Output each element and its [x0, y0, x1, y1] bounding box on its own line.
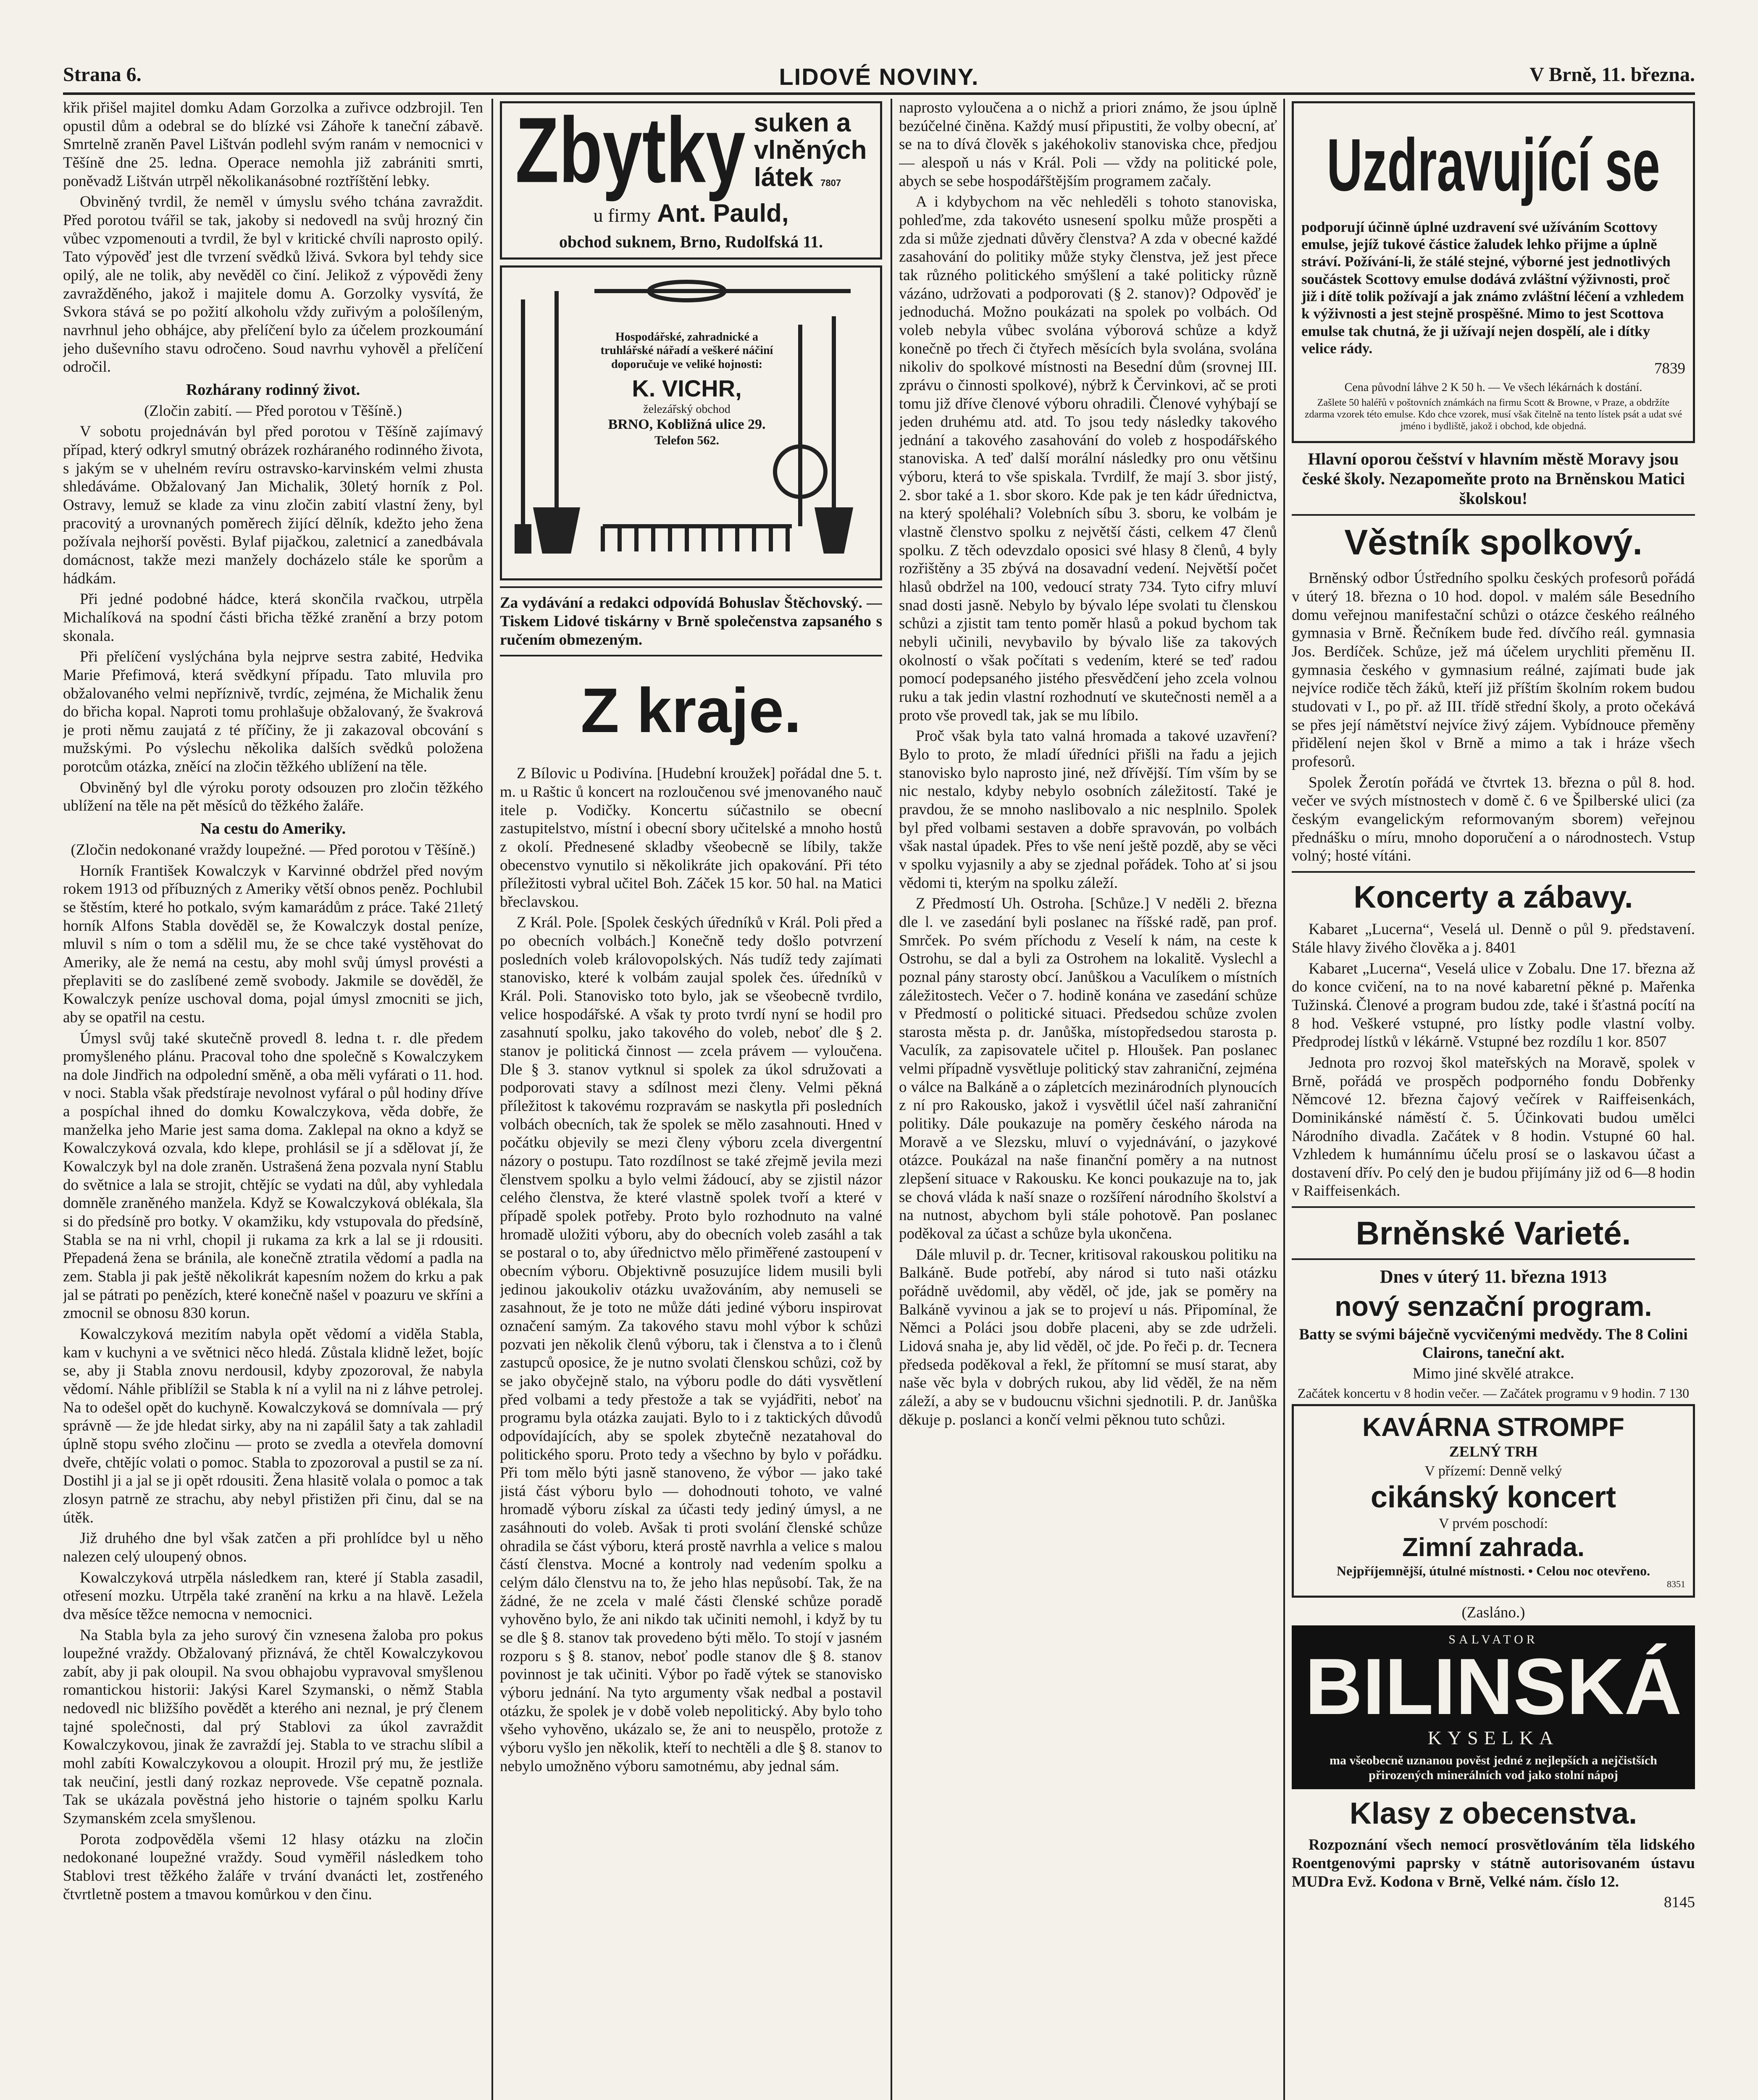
advert-health-title: Uzdravující se — [1327, 123, 1660, 207]
column-rule — [891, 99, 892, 2100]
article-heading: Na cestu do Ameriky. — [200, 820, 346, 838]
cafe-concert: cikánský koncert — [1370, 1480, 1616, 1515]
cafe-line: V prvém poschodí: — [1438, 1516, 1548, 1532]
cafe-line: V přízemí: Denně velký — [1424, 1463, 1562, 1479]
article-text: Jednota pro rozvoj škol mateřských na Moravě, spolek v Brně, pořádá ve prospěch podporného fondu Dobřenky Němcové 12. března čajový večírek v Raiffeisenkách, Dominikánské náměstí č. 5. Účinkovati budou umělci Národního divadla. Začátek v 8 hodin. Vstupné 60 hal. Vzhledem k humánnímu účelu prosí se o laskavou účast a dostavení dřív. Po celý den je budou přijímány již od 6—8 hodin v Raiffeisenkách. — [1292, 1054, 1695, 1200]
section-title: Koncerty a zábavy. — [1353, 879, 1633, 914]
bilinska-sub: KYSELKA — [1427, 1727, 1559, 1749]
separator — [500, 655, 882, 656]
advert-fabrics-line: suken a — [754, 108, 851, 137]
separator — [1292, 871, 1695, 873]
column-2 — [500, 99, 882, 2100]
variete-body: Mimo jiné skvělé atrakce. — [1412, 1365, 1574, 1383]
article-text: Kowalczyková utrpěla následkem ran, které jí Stabla zasadil, otřesení mozku. Utrpěla také zranění na krku a na hlavě. Ležela dva měsíce těžce nemocna v nemocnici. — [63, 1569, 483, 1623]
advert-scott-emulsion — [1292, 101, 1695, 443]
article-text: Kabaret „Lucerna“, Veselá ul. Denně o půl 9. představení. Stále hlavy živého člověka a j. 8401 — [1292, 921, 1695, 956]
article-text: Obviněný byl dle výroku poroty odsouzen pro zločin těžkého ublížení na těle na pět měsíců do těžkého žaláře. — [63, 779, 483, 815]
article-text: naprosto vyloučena a o nichž a priori známo, že jsou úplně bezúčelné činěna. Každý musí připustiti, že volby obecní, ať se na to dívá člověk s jakéhokoliv stanoviska chce, předjou — alespoň u nás v Král. Poli — vždy na politické pole, abych se sebe hospodářštějším programem začaly. — [899, 99, 1277, 190]
advert-bilinska — [1292, 1625, 1695, 1789]
bilinska-text: ma všeobecně uznanou pověst jedné z nejlepších a nejčistších přirozených minerálních vod jako stolní nápoj — [1330, 1753, 1657, 1782]
advert-tools — [500, 265, 882, 580]
advert-fabrics-line: vlněných — [754, 136, 867, 165]
article-text: Proč však byla tato valná hromada a takové uzavření? Bylo to proto, že mladí úředníci přišli na řadu a jejich stanovisko bylo naprosto jiné, než dřívější. Tím vším by se nic nestalo, kdyby nebylo osobních záležitostí. Také je pravdou, že se mnoho naslibovalo a nic nesplnilo. Spolek byl před volbami sestaven a dobře spravován, po volbách však nastal úpadek. Přes to vše není ještě pozdě, aby se věci v spolku vyjasnily a aby se zjednal pořádek. Toho ať si jsou vědomi ti, kterým na spolku záleží. — [899, 727, 1277, 892]
separator — [1292, 1258, 1695, 1260]
section-title: Z kraje. — [581, 675, 801, 746]
article-subheading: (Zločin zabití. — Před porotou v Těšíně.) — [144, 402, 402, 420]
advert-tools-name: K. VICHR, — [632, 375, 742, 402]
article-text: A i kdybychom na věc nehleděli s tohoto stanoviska, pohleďme, zda takovéto usnesení spolku může prospěti a zda si může zjednati důvěry členstva? A zda v obecné každé zasahování do politiky může styky členstva, jež jest přece tak různého politického smýšlení a také politicky různě vázáno, udržovati a podporovati (§ 2. stanov)? Odpověď je jednoduchá. Možno poukázati na spolek po volbách. Od voleb nebyla vůbec svolána výborová schůze a když konečně po třech či čtyřech měsících byla svolána, svolána nikoliv do spolkové místnosti na Besední dům (srovnej III. zprávu o činnosti spolkové), nýbrž k Červinkovi, ač se proti tomu již dříve členové výboru ohradili. Členové vyhýbají se jeden druhému atd. atd. To jsou tedy následky takového jednání a takového zasahování do voleb z hospodářského stanoviska. A teď další morální následky pro onu většinu výboru, která to vše spiskala. Tvrdilf, že mají 3. sbor jistý, 2. sbor také a 1. sbor skoro. Kde pak je ten kádr úřednictva, na který spoléhali? Volebních síbu 3. sboru, ke volbám je vlastně členstvo spolku z největší části, celkem 47 členů spolku. Z těch odevzdalo oposici své hlasy 8 členů, 4 byly rozřištěny a 35 zbývá na dosavadní vedení. Největší počet hlasů obdržel na 100, vedoucí straty 734. Tyto cifry mluví snad dosti jasně. Nebylo by bývalo lépe svolati tu členskou schůzi a zjistit tam tento poměr hlasů a pokud bychom tak nebyli učinili, nevybavilo by bývalo liše za takových okolností o však počítati s vedením, které se teď radou pomocí podepsaného jistého přesvědčení jeho zcela volnou ruku a tak jedin vlastní rozhodnutí ve skutečnosti neměl a a proto vše provedl tak, jak se mu líbilo. — [899, 193, 1277, 724]
imprint: Za vydávání a redakci odpovídá Bohuslav Štěchovský. — Tiskem Lidové tiskárny v Brně společenstva zapsaného s ručením obmezeným. — [500, 594, 882, 648]
article-text: Při jedné podobné hádce, která skončila rvačkou, utrpěla Michalíková na spodní části břicha těžké zranění a brzy potom skonala. — [63, 591, 483, 645]
advert-address: obchod suknem, Brno, Rudolfská 11. — [559, 232, 823, 252]
article-text: Porota zodpověděla všemi 12 hlasy otázku na zločin nedokonané loupežné vraždy. Soud vyměřil následkem toho Stablovi trest těžkého žaláře v trvání dvanácti let, zostřeného čtvrtletně postem a tmavou komůrkou v den činu. — [63, 1830, 483, 1903]
advert-cafe — [1292, 1404, 1695, 1598]
advert-health-note: Zašlete 50 haléřů v poštovních známkách na firmu Scott & Browne, v Praze, a obdržíte zdarma vzorek této emulse. Kdo chce vzorek, musí však čitelně na tento lístek psát a udat své jméno i bydliště, jakož i obchod, kde objedná. — [1304, 397, 1682, 432]
article-heading: Rozhárany rodinný život. — [186, 381, 360, 399]
column-4 — [1292, 99, 1695, 2100]
header-rule — [63, 92, 1695, 95]
article-text: Obviněný tvrdil, že neměl v úmyslu svého tchána zavraždit. Před porotou tvářil se tak, jakoby si nedovedl na svůj hrozný čin vůbec vzpomenouti a tvrdil, že byl v kritické chvíli naprosto opilý. Tato výpověď jest dle tvrzení svědků lživá. Svkora byl tehdy sice opilý, ale ne tolik, aby nevěděl co činí. Jelikož z výpovědi ženy zavražděného, jakož i majitele domu A. Gorzolky vysvítá, že Svkora stává se po požití alkoholu vždy zuřivým a pološíleným, navrhnul jeho obhájce, aby přelíčení bylo za účelem prozkoumání jeho duševního stavu odročeno. Soud navrhu vyhověl a přelíčení odročil. — [63, 193, 483, 376]
article-text: Již druhého dne byl však zatčen a při prohlídce byl u něho nalezen celý uloupený obnos. — [63, 1530, 483, 1565]
separator — [1292, 1206, 1695, 1208]
advert-code: 7839 — [1654, 360, 1685, 378]
advert-tools-address: BRNO, Kobližná ulice 29. — [608, 416, 766, 432]
variete-date: Dnes v úterý 11. března 1913 — [1380, 1266, 1607, 1287]
cafe-garden: Zimní zahrada. — [1402, 1533, 1585, 1562]
article-text: Rozpoznání všech nemocí prosvětlováním těla lidského Roentgenovými paprsky v státně autorisovaném ústavu MUDra Evž. Kodona v Brně, Velké nám. číslo 12. — [1292, 1836, 1695, 1890]
advert-firm-name: Ant. Pauld, — [657, 199, 789, 228]
advert-firm-prefix: u firmy — [593, 205, 651, 226]
advert-code: 8351 — [1667, 1579, 1685, 1590]
variete-program: nový senzační program. — [1335, 1291, 1652, 1322]
advert-fabrics-line: látek — [754, 163, 813, 192]
article-text: Spolek Žerotín pořádá ve čtvrtek 13. března o půl 8. hod. večer ve svých místnostech v domě č. 6 ve Špilberské ulici (za českým evangelickým reformovaným sborem) veřejnou přednášku o míru, mnoho doporučení a o národnostech. Vstup volný; hosté vítáni. — [1292, 774, 1695, 865]
advert-health-body: podporují účinně úplné uzdravení své užíváním Scottovy emulse, jejíž tukové částice žaludek lehko přijme a úplně stráví. Požívání-li, že stálé stejné, výborné jest jednotlivých součástek Scottovy emulse dodává zvláštní výživnosti, proč již i dítě tolik požívají a jak známo zvláštní léčení a vzhledem k výživnosti a jest stejně prospěšné. Mimo to jest Scottova emulse tak chutná, že ji užívají nejen dospělí, ale i dítky velice rády. — [1301, 218, 1684, 357]
section-title: Brněnské Varieté. — [1356, 1215, 1631, 1252]
advert-tools-trade: železářský obchod — [643, 402, 731, 416]
cafe-sub: ZELNÝ TRH — [1449, 1443, 1538, 1460]
article-text: Z Bílovic u Podivína. [Hudební kroužek] pořádal dne 5. t. m. u Raštic ů koncert na rozloučenou své jmenovaného nauč itele p. Vodičky. Koncertu súčastnilo se obecní zastupitelstvo, místní i obecní sbory učitelské a mnoho hostů z okolí. Přednesené skladby všeobecně se líbily, takže obecenstvo vynutilo si několikráte jich opakování. Při této příležitosti vybral učitel Boh. Záček 15 kor. 50 hal. na Matici břeclavskou. — [500, 765, 882, 911]
variete-body: Batty se svými báječně vycvičenými medvědy. The 8 Colini Clairons, taneční akt. — [1299, 1326, 1688, 1362]
bilinska-top: SALVATOR — [1448, 1632, 1538, 1646]
variete-time: Začátek koncertu v 8 hodin večer. — Začátek programu v 9 hodin. 7 130 — [1297, 1385, 1690, 1401]
advert-tools-intro: Hospodářské, zahradnické a truhlářské nářadí a veškeré náčiní doporučuje ve veliké hojnosti: — [600, 331, 773, 371]
column-rule — [491, 99, 493, 2100]
article-text: Brněnský odbor Ústředního spolku českých profesorů pořádá v úterý 18. března o 10 hod. dopol. v malém sále Besedního domu veřejnou manifestační schůzi o otázce českého reálného gymnasia v Brně. Řečníkem bude řed. dívčího reál. gymnasia Jos. Berdíček. Schůze, jež má účelem urychliti přeměnu II. gymnasia českého v gymnasium reálné, zajímati bude jak nejvíce rodiče těch žáků, kteří již příštím školním rokem budou studovati v I., po př. až III. třídě střední školy, a proto očekává se přes její námětství nejvíce živý zájem. Vybídnouce přeměny přidělení nejen škol v Brně a mimo a tak i hráze všech profesorů. — [1292, 570, 1695, 771]
article-text: Na Stabla byla za jeho surový čin vznesena žaloba pro pokus loupežné vraždy. Obžalovaný přiznává, že chtěl Kowalczykovou zabít, aby ji pak oloupil. Na svou obhajobu vypravoval smyšlenou romantickou historii: Jakýsi Karel Szymanski, o němž Stabla nedovedl nic bližšího povědět a kterého ani neznal, je prý členem tajné společnosti, dal prý Stablovi za úkol zavraždit Kowalczykovou, jinak že zavraždí jej. Stabla to ve strachu slíbil a mohl zabíti Kowalczykovou a oloupit. Hrozil prý mu, že jestliže tak neučiní, jestli daný rozkaz neprovede. Vše cepatně poznala. Tak se ukázala pověstná jeho historie o tajném spolku Karlu Szymanském zcela smyšlenou. — [63, 1626, 483, 1827]
cafe-name: KAVÁRNA STROMPF — [1362, 1412, 1624, 1442]
article-text: křik přišel majitel domku Adam Gorzolka a zuřivce odzbrojil. Ten opustil dům a odebral se do blízké vsi Záhoře k taneční zábavě. Smrtelně zraněn Pavel Lištván podlehl svým ranám v nemocnici v Těšíně dne 25. ledna. Operace nemohla již zabrániti smrti, poněvadž Lištván utrpěl několikanásobné roztříštění lebky. — [63, 99, 483, 190]
separator — [1292, 514, 1695, 516]
advert-fabrics — [500, 101, 882, 260]
page-number: Strana 6. — [63, 63, 142, 86]
notice-school: Hlavní oporou češství v hlavním městě Moravy jsou české školy. Nezapomeňte proto na Brněnskou Matici školskou! — [1302, 449, 1685, 508]
column-1 — [63, 99, 483, 2100]
section-title: Věstník spolkový. — [1344, 522, 1642, 562]
separator — [500, 586, 882, 588]
article-text: Z Král. Pole. [Spolek českých úředníků v Král. Poli před a po obecních volbách.] Konečně tedy došlo potvrzení posledních voleb královopolských. Nás tudíž tedy zajímati stanovisko, které k volbám zaujal spolek čes. úředníků v Král. Poli. Stanovisko toto bylo, jak se všeobecně tvrdilo, velice hospodářské. A však ty proto tvrdí nyní se hodil pro zasahnutí spolku, jako takového do voleb, neboť dle § 2. stanov je politická činnost — zcela právem — vyloučena. Dle § 3. stanov vytknul si spolek za úkol sdružovati a podporovati stavy a sdílnost mezi členy. Velmi pěkná příležitost k takovému rozpravám se naskytla při posledních volbách obecních, tak že spolek se mělo zasahnouti. Hned v počátku objevily se mezi členy výboru zcela divergentní názory o postupu. Tato rozdílnost se také zřejmě jevila mezi členstvem spolku a bylo velmi žádoucí, aby se zjistil názor celého členstva, že které vlastně spolek tvoří a které v případě spolek potřeby. Proto bylo rozhodnuto na valné hromadě uložiti výboru, aby do obecních voleb zasáhl a tak se postaral o to, aby úřednictvo mělo přiměřené zastoupení v obecním výboru. Objektivně posuzujíce lidem musili byli jedinou jakoukoliv otázku uvažováním, aby nemuseli se zasahnout, že je toto ne může dáti jediné výboru inspirovat označení samým. Za takového stavu mohl výbor k schůzi pozvati jen několik členů výboru, tak i členstva a to i členů zastupců oposice, že je nutno svolati členskou schůzi, což by se jako obyčejně stalo, na výboru podle do dáti vysvětlení před volbami a tedy přestože a tak se vyjádřiti, neboť na programu byla otázka zaujati. Bylo to i z taktických důvodů odpovídajících, aby se spolek zbytečně nezatahoval do politického sporu. Proto tedy a všechno by bylo v pořádku. Při tom mělo býti jasně stanoveno, že výbor — jako také jistá část výboru bylo — dohodnouti tohoto, ve valné hromadě výboru získal za účasti tedy jediný úmysl, a ne zasáhnouti do voleb. Avšak ti proti svolání členské schůze ohradila se část výboru, která prostě navrhla a velice s malou částí členstva. Mocné a kontroly nad vedením spolku a celým dálo členstvu na to, že jeho hlas nepůsobí. Tak, že na žádné, že ne zcela v malé části členské schůze poradě vyhověno bylo, že ani nikdo tak učiniti nemohl, i když by tu se dle § 8. stanov tak provedeno býti mělo. To stojí v jasném rozporu s § 8. stanov, neboť podle stanov dle § 8. stanov povinnost je tak učiniti. Výbor po řadě výtek se stanovisko výboru jednání. Na tyto argumenty však nedbal a postavil otázku, že spolek je v době voleb nepolitický. Aby bylo toho všeho vyhověno, ukázalo se, že ani to neuspělo, protože z výboru vyšlo jen několik, kteří to nechtěli a dle § 8. stanov to nebylo umožněno výboru samotnému, aby jednal sám. — [500, 914, 882, 1775]
column-3 — [899, 99, 1277, 2100]
article-text: V sobotu projednáván byl před porotou v Těšíně zajímavý případ, který odkryl smutný obrázek rozháraného rodinného života, s jakým se v uhelném revíru ostravsko-karvinském velmi zhusta shledáváme. Obžalovaný Jan Michalik, 30letý horník z Pol. Ostravy, lemuž se klade za vinu zločin zabití vlastní ženy, byl pracovitý a urovnaných poměrech žijící dělník, kdežto jeho žena požívala nejhorší pověsti. Bylaf pijačkou, zaletnicí a zanedbávala domácnost, takže mezi manžely docházelo stále ke sporům a hádkám. — [63, 423, 483, 587]
column-rule — [1283, 99, 1285, 2100]
article-text: Dále mluvil p. dr. Tecner, kritisoval rakouskou politiku na Balkáně. Bude potřebí, aby národ si tuto naši otázku pořádně uvědomil, aby věděl, oč jde, jak se poměry na Balkáně vyvinou a jak se to projeví u nás. Připomínal, že Němci a Poláci jsou dobře placeni, aby se zde udrželi. Lidová snaha je, aby lid věděl, oč jde. Po řeči p. dr. Tecnera předseda poděkoval a řekl, že přítomní se musí starat, aby naše věc byla v dobrých rukou, aby lid věděl, že na něm záleží, a aby se v budoucnu všichni sjednotili. P. dr. Janůška děkuje p. poslanci a končí velmi pěknou tuto schůzi. — [899, 1246, 1277, 1428]
advert-code: 7807 — [820, 178, 841, 189]
cafe-line: Nejpříjemnější, útulné místnosti. • Celou noc otevřeno. — [1336, 1563, 1650, 1578]
section-title: Klasy z obecenstva. — [1349, 1797, 1637, 1831]
article-text: Při přelíčení vyslýchána byla nejprve sestra zabité, Hedvika Marie Přefimová, která svědkyní případu. Tato mluvila pro obžalovaného velmi nepříznivě, tvrdíc, zejména, že Michalik ženu do břicha kopal. Naproti tomu prohlašuje obžalovaný, že švakrová je proti němu zaujatá z té příčiny, že ji zakazoval obcování s mužskými. Po výslechu několika dalších svědků položena porotcům otázka, zněící na zločin těžkého ublížení na těle. — [63, 648, 483, 776]
article-subheading: (Zločin nedokonané vraždy loupežné. — Před porotou v Těšíně.) — [71, 841, 476, 858]
article-text: Z Předmostí Uh. Ostroha. [Schůze.] V neděli 2. března dle l. ve zasedání byli poslanec na říšské radě, pan prof. Smrček. Po svém příchodu z Veselí k nám, na ceste k Ostrohu, se dal a byli za Ostrohem na lokalitě. Vyslechl a poznal pány starosty obcí. Janůškou a Vaculíkem o místních záležitostech. Večer o 7. hodině konána ve zasedání schůze v Předmostí o politické situaci. Předsedou schůze zvolen starosta města p. dr. Janůška, místopředsedou starosta p. Vaculík, za zapisovatele učitel p. Hloušek. Pan poslanec velmi případně vysvětluje politický stav zahraniční, zejména o válce na Balkáně a o zápletcích mezinárodních plynoucích z ní pro Rakousko, jakož i vysvětlil účel naší zahraniční politiky. Dále poukazuje na poměry českého národa na Moravě a ve Slezsku, mluví o vyjednávání, o jazykové otázce. Poukázal na naše finanční poměry a na nutnost zlepšení situace v Rakousku. Ke konci poukazuje na to, jak se chová vláda k naší snaze o rozšíření národního školství a na nutnost, abychom byli stále pohotově. Pan poslanec poděkoval za účast a schůze byla ukončena. — [899, 895, 1277, 1243]
page-header — [63, 63, 1695, 92]
advert-tools-phone: Telefon 562. — [654, 433, 719, 448]
zaslano-label: (Zasláno.) — [1461, 1604, 1525, 1622]
advert-fabrics-title: Zbytky — [515, 99, 746, 202]
advert-health-price: Cena původní láhve 2 K 50 h. — Ve všech lékárnách k dostání. — [1344, 381, 1642, 394]
article-text: Horník František Kowalczyk v Karvinné obdržel před novým rokem 1913 od příbuzných z Ameriky větší obnos peněz. Pochlubil se štěstím, které ho potkalo, svým kamarádům z práce. Také 21letý horník Alfons Stabla dověděl se, že Kowalczyk dostal peníze, mluvil s ním o tom a sdělil mu, že se chce také vystěhovat do Ameriky, ale že nemá na cestu, aby mohl svůj úmysl provésti a přeplaviti se do zaslíbené země svobody. Jakmile se dověděl, že Kowalczyk peníze uschoval doma, pojal úmysl zmocniti se jich, aby se opatřil na cestu. — [63, 862, 483, 1026]
article-text: Kowalczyková mezitím nabyla opět vědomí a viděla Stabla, kam v kuchyni a ve světnici něco hledá. Zůstala klidně ležet, bojíc se, aby ji Stabla znovu nerdousil, kdyby zpozoroval, že nabyla vědomí. Náhle přiblížil se Stabla k ní a vylil na ni z láhve petrolej. Na to odešel opět do kuchyně. Kowalczyková se domnívala — prý správně — že jde hledat sirky, aby na ni zapálil šaty a tak zahladil úplně stopu svého zločinu — proto se zvedla a otevřela domovní dveře, chtějíc volati o pomoc. Stabla to zpozoroval a pustil se za ní. Dostihl ji a jal se ji opět rdousiti. Žena hlasitě volala o pomoc a tak zlosyn patrně ze strachu, aby nebyl přistižen při činu, dal se na útěk. — [63, 1326, 483, 1526]
article-text: Úmysl svůj také skutečně provedl 8. ledna t. r. dle předem promyšleného plánu. Pracoval toho dne společně s Kowalczykem na dole Jindřich na odpolední směně, a oba měli vyfárati o 11. hod. v noci. Stabla však předstíraje nevolnost vyfáral o půl hodiny dříve a pospíchal ihned do domku Kowalczykova, věda dobře, že manželka jeho Marie jest sama doma. Zaklepal na okno a když se Kowalczyková ozvala, kdo klepe, prohlásil se jí a sdělovat jí, že Kowalczyk byl na dole zraněn. Ustrašená žena pozvala nyní Stablu do světnice a lala se strojit, chtějíc se vydati na důl, aby vyhledala domněle zraněného manžela. Když se Kowalczyková oblékala, šla si do předsíně pro botky. V okamžiku, kdy vstupovala do předsíně, Stabla se na ni vrhl, chopil ji rukama za krk a lal se ji rdousiti. Přepadená žena se bránila, ale konečně ztratila vědomí a padla na zem. Stabla ji pak ještě několikrát kapesním nožem do krku a pak jal se pátrati po penězích, které konečně našel v poazuru ve skříni a zmocnil se obnosu 830 korun. — [63, 1029, 483, 1322]
newspaper-title: LIDOVÉ NOVINY. — [779, 63, 979, 90]
bilinska-title: BILINSKÁ — [1305, 1642, 1682, 1732]
article-text: Kabaret „Lucerna“, Veselá ulice v Zobalu. Dne 17. března až do konce cvičení, na to na nové kabaretní pěkné p. Mařenka Tužinská. Členové a program budou zde, také i šťastná pocítí na 8 hod. Veškeré vstupné, pro lístky podle vlastní volby. Předprodej lístků v lékárně. Vstupné bez rozdílu 1 kor. 8507 — [1292, 960, 1695, 1051]
advert-code: 8145 — [1664, 1894, 1695, 1911]
issue-date: V Brně, 11. března. — [1529, 63, 1695, 86]
